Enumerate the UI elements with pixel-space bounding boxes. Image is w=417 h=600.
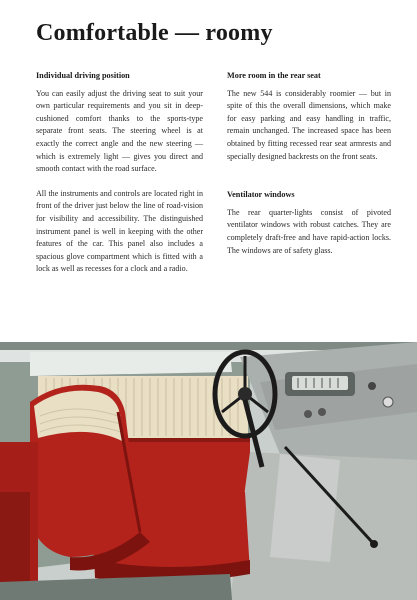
interior-photo bbox=[0, 342, 417, 600]
section-heading-ventilator: Ventilator windows bbox=[227, 190, 295, 200]
right-column bbox=[227, 70, 391, 257]
page-title: Comfortable — roomy bbox=[36, 20, 273, 46]
paragraph-rear-seat: The new 544 is considerably roomier — but in spite of this the overall dimensions, which make for easy parking and easy handling in traffic, remain unchanged. The increased space has been obtained by fitting recessed rear seat armrests and specially designed backrests on the front seats. bbox=[227, 88, 391, 161]
section-heading-rear-seat: More room in the rear seat bbox=[227, 71, 321, 80]
paragraph-ventilator: The rear quarter-lights consist of pivoted ventilator windows with robust catches. They are completely draft-free and have rapid-action locks. The windows are of safety glass. bbox=[227, 207, 391, 255]
left-column bbox=[36, 70, 203, 276]
section-heading-driving-position: Individual driving position bbox=[36, 71, 130, 80]
paragraph-driving-position: You can easily adjust the driving seat to suit your own particular requirements and you sit in deep-cushioned comfort thanks to the sports-type separate front seats. The steering wheel is at exactly the correct angle and the new steering — which is extremely light — gives you direct and smooth contact with the road surface. bbox=[36, 88, 203, 174]
paragraph-instruments: All the instruments and controls are located right in front of the driver just below the line of road-vision for visibility and accessibility. The distinguished instrument panel is well in keeping with the other features of the car. This panel also includes a spacious glove compartment which is fitted with a lock as well as recesses for a clock and a radio. bbox=[36, 188, 203, 274]
